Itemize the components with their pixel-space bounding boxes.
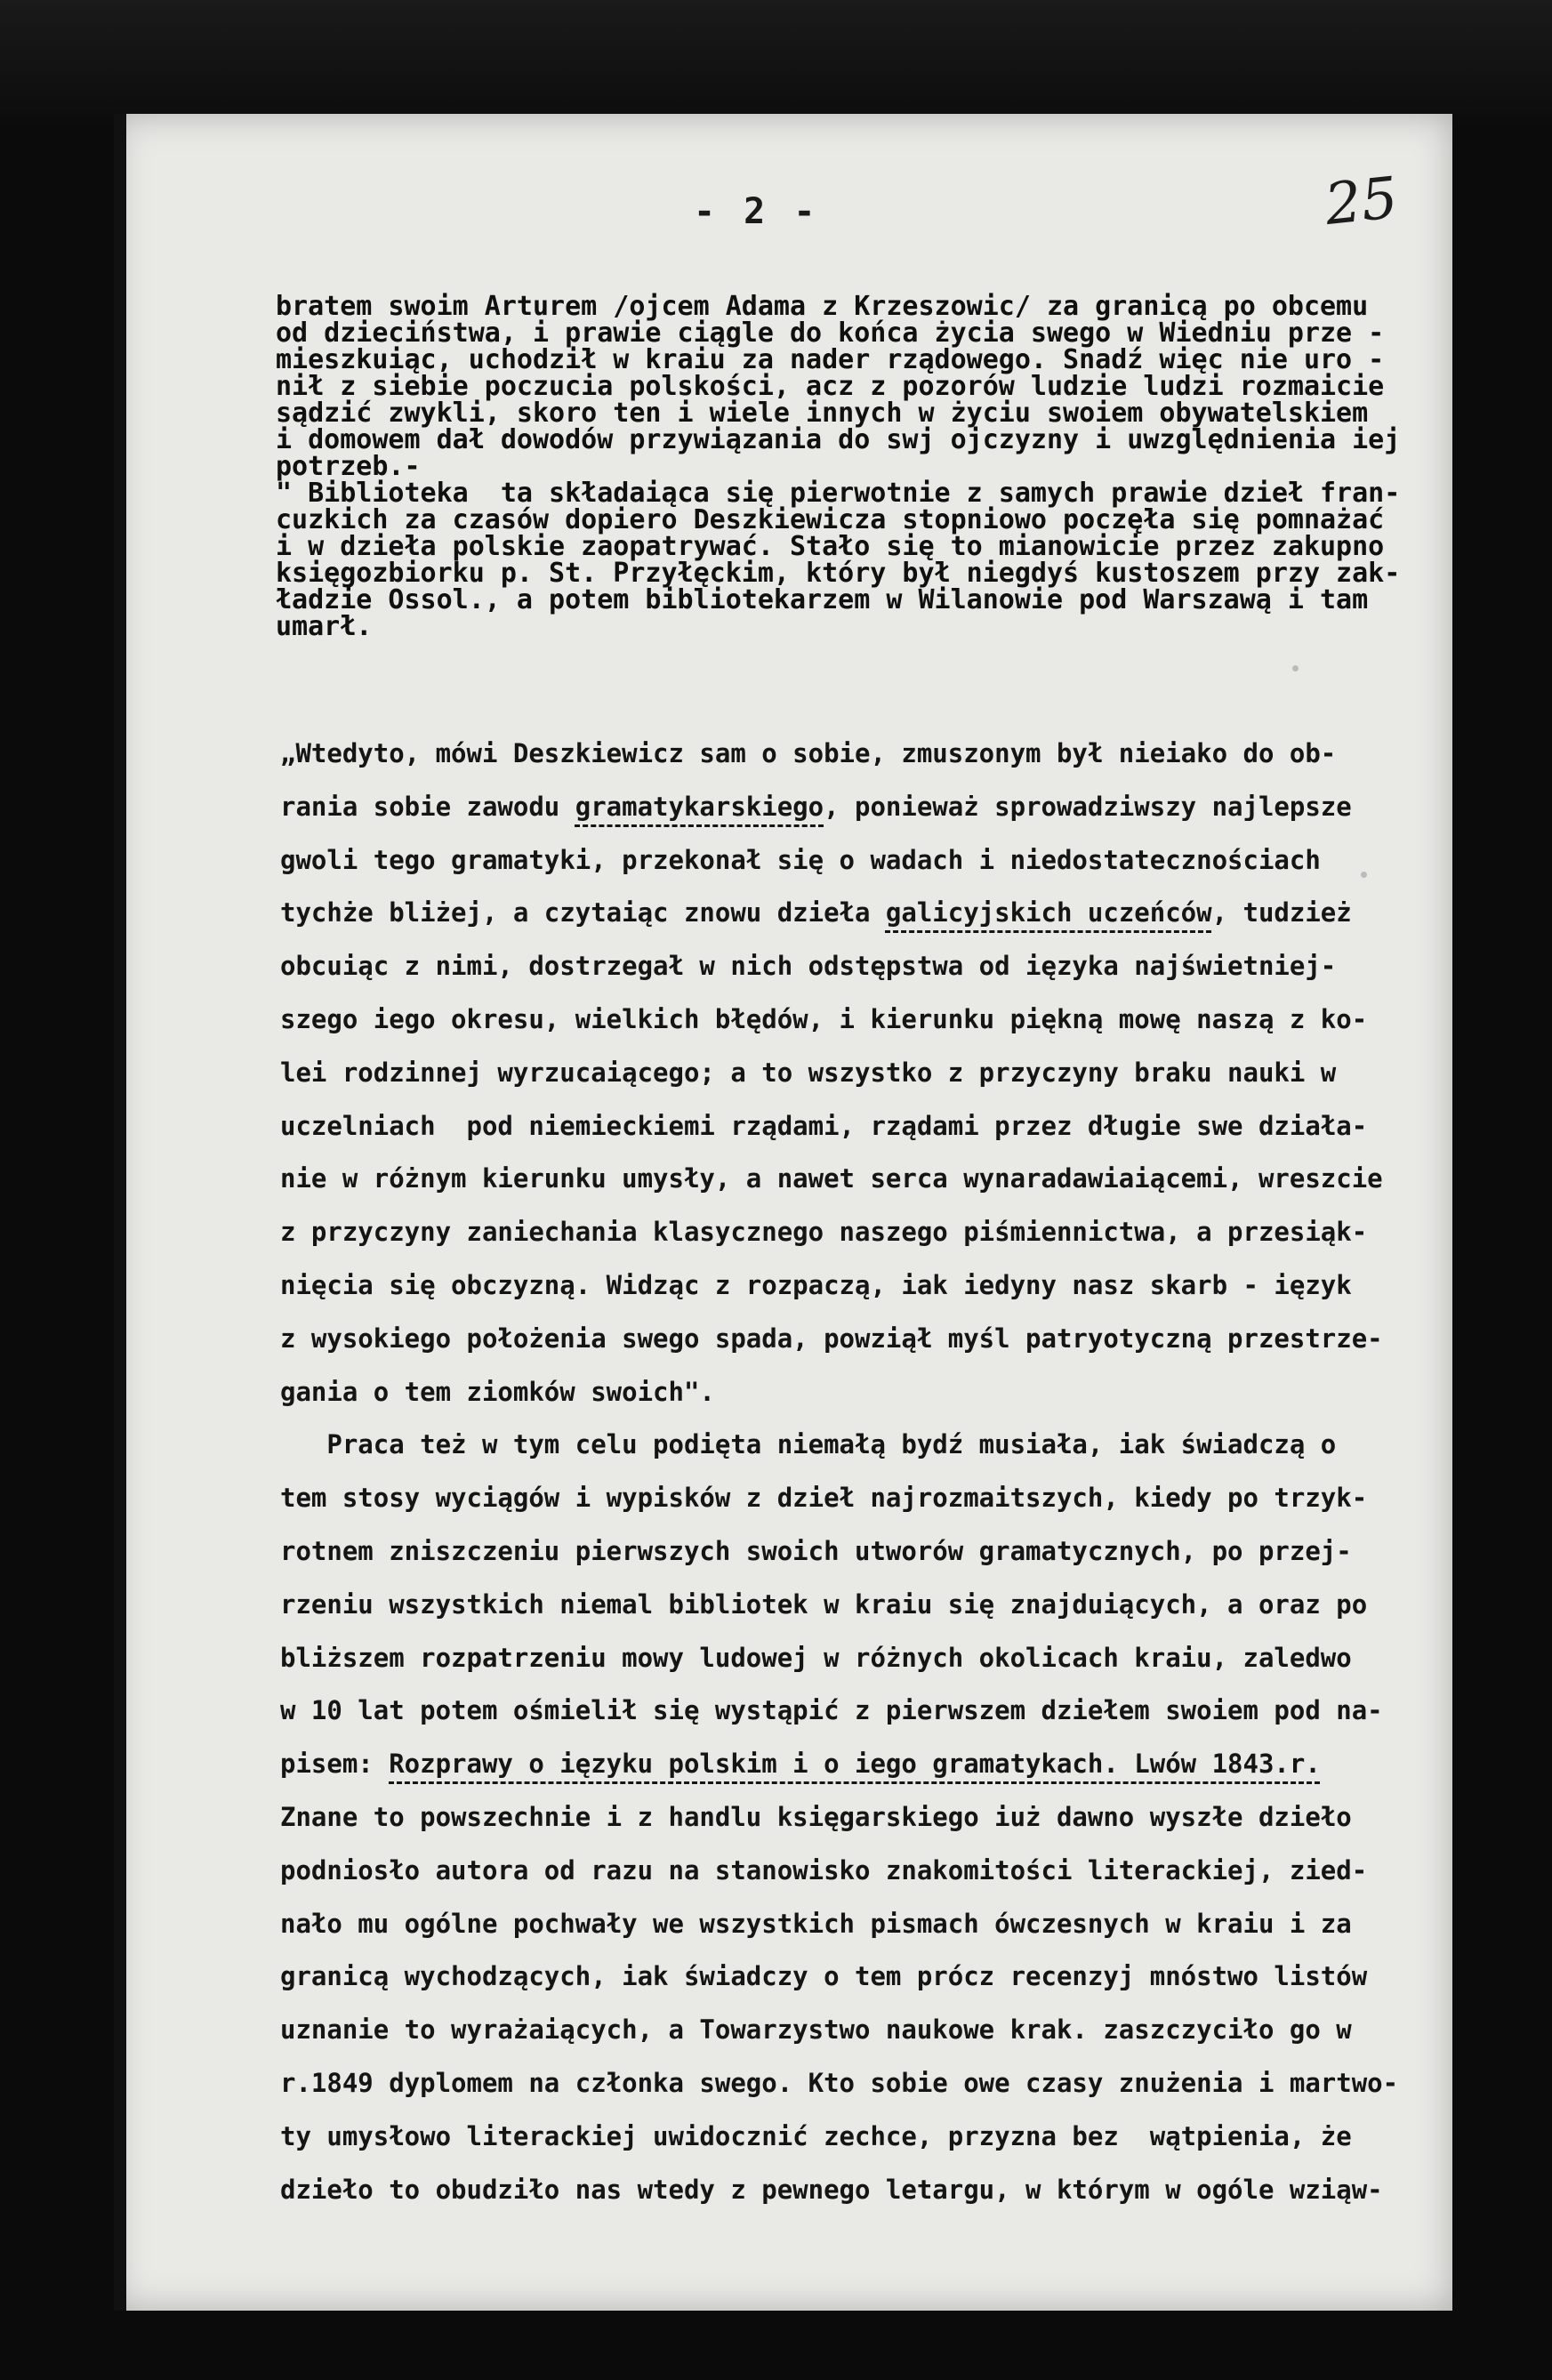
text-line	[280, 1632, 1436, 1685]
text-line	[280, 1950, 1436, 2004]
footnote-line: sądzić zwykli, skoro ten i wiele innych w życiu swoiem obywatelskiem	[276, 398, 1369, 429]
text-segment: lei rodzinnej wyrzucaiącego; a to wszystko z przyczyny braku nauki w	[280, 1057, 1337, 1088]
text-line	[280, 1047, 1436, 1100]
text-line	[280, 1525, 1436, 1579]
text-segment: Znane to powszechnie i z handlu księgarskiego iuż dawno wyszłe dzieło	[280, 1801, 1352, 1832]
text-segment: dzieło to obudziło nas wtedy z pewnego letargu, w którym w ogóle wziąw-	[280, 2174, 1383, 2205]
underlined-phrase: Rozprawy o ięzyku polskim i o iego gramatykach. Lwów 1843.r.	[389, 1749, 1321, 1780]
text-segment: r.1849 dyplomem na członka swego. Kto sobie owe czasy znużenia i martwo-	[280, 2067, 1399, 2098]
text-segment: nie w różnym kierunku umysły, a nawet serca wynaradawiaiącemi, wreszcie	[280, 1163, 1383, 1194]
text-segment: podniosło autora od razu na stanowisko znakomitości literackiej, zied-	[280, 1854, 1368, 1886]
text-segment: , ponieważ sprowadziwszy najlepsze	[824, 791, 1352, 822]
main-text-block	[280, 728, 1436, 2216]
footnote-line: nił z siebie poczucia polskości, acz z pozorów ludzie ludzi rozmaicie	[276, 371, 1385, 402]
footnote-block	[276, 293, 1450, 640]
text-segment: rzeniu wszystkich niemal bibliotek w kraiu się znajduiących, a oraz po	[280, 1588, 1368, 1620]
footnote-line: od dzieciństwa, i prawie ciągle do końca życia swego w Wiedniu prze -	[276, 318, 1385, 349]
text-line	[280, 1419, 1436, 1472]
page-edge-shadow	[114, 114, 126, 2311]
underlined-phrase: gramatykarskiego	[575, 791, 824, 822]
text-line	[280, 1206, 1436, 1259]
page-number: - 2 -	[694, 191, 819, 232]
text-segment: tychże bliżej, a czytaiąc znowu dzieła	[280, 897, 886, 929]
text-segment: Praca też w tym celu podięta niemałą bydź musiała, iak świadczą o	[280, 1429, 1337, 1460]
text-segment: ty umysłowo literackiej uwidocznić zechce, przyzna bez wątpienia, że	[280, 2120, 1352, 2151]
text-line	[280, 2164, 1436, 2217]
text-line	[280, 1153, 1436, 1206]
text-line	[280, 1579, 1436, 1632]
text-line	[280, 728, 1436, 781]
footnote-line: i domowem dał dowodów przywiązania do swj ojczyzny i uwzględnienia iej	[276, 424, 1401, 455]
scan-speck	[1292, 665, 1299, 671]
text-segment: nięcia się obczyzną. Widząc z rozpaczą, iak iedyny nasz skarb - ięzyk	[280, 1269, 1352, 1300]
text-segment: uczelniach pod niemieckiemi rządami, rządami przez długie swe działa-	[280, 1110, 1368, 1141]
text-segment: obcuiąc z nimi, dostrzegał w nich odstępstwa od ięzyka najświetniej-	[280, 951, 1337, 982]
text-line	[280, 1313, 1436, 1366]
footnote-line: księgozbiorku p. St. Przyłęckim, który był niegdyś kustoszem przy zak-	[276, 558, 1401, 589]
text-segment: szego iego okresu, wielkich błędów, i kierunku piękną mowę naszą z ko-	[280, 1003, 1368, 1034]
text-segment: uznanie to wyrażaiących, a Towarzystwo naukowe krak. zaszczyciło go w	[280, 2014, 1352, 2046]
footnote-line: potrzeb.-	[276, 451, 421, 482]
text-segment: w 10 lat potem ośmielił się wystąpić z pierwszem dziełem swoiem pod na-	[280, 1695, 1383, 1726]
text-line	[280, 2111, 1436, 2164]
text-segment: granicą wychodzących, iak świadczy o tem prócz recenzyj mnóstwo listów	[280, 1961, 1368, 1992]
text-segment: , tudzież	[1211, 897, 1352, 929]
text-line	[280, 1845, 1436, 1898]
text-segment: pisem:	[280, 1749, 390, 1780]
text-line	[280, 993, 1436, 1047]
text-segment: z wysokiego położenia swego spada, powziął myśl patryotyczną przestrze-	[280, 1323, 1383, 1354]
text-line	[280, 1366, 1436, 1419]
scan-speck	[1361, 872, 1367, 878]
text-line	[280, 2057, 1436, 2111]
text-line	[280, 1472, 1436, 1525]
text-segment: nało mu ogólne pochwały we wszystkich pismach ówczesnych w kraiu i za	[280, 1908, 1352, 1939]
footnote-line: ładzie Ossol., a potem bibliotekarzem w Wilanowie pod Warszawą i tam	[276, 584, 1369, 615]
footnote-line: cuzkich za czasów dopiero Deszkiewicza stopniowo poczęła się pomnażać	[276, 504, 1385, 535]
footnote-line: bratem swoim Arturem /ojcem Adama z Krzeszowic/ za granicą po obcemu	[276, 291, 1369, 322]
text-line	[280, 1898, 1436, 1951]
scan-border	[0, 0, 1552, 125]
text-line	[280, 2004, 1436, 2057]
text-segment: tem stosy wyciągów i wypisków z dzieł najrozmaitszych, kiedy po trzyk-	[280, 1483, 1368, 1514]
text-line	[280, 1259, 1436, 1313]
text-segment: bliższem rozpatrzeniu mowy ludowej w różnych okolicach kraiu, zaledwo	[280, 1642, 1352, 1673]
text-line	[280, 1738, 1436, 1791]
text-line	[280, 1791, 1436, 1845]
footnote-line: " Biblioteka ta składaiąca się pierwotnie z samych prawie dzieł fran-	[276, 478, 1401, 509]
underlined-phrase: galicyjskich uczeńców	[885, 897, 1212, 929]
text-line	[280, 887, 1436, 940]
footnote-line: umarł.	[276, 611, 373, 642]
text-segment: z przyczyny zaniechania klasycznego naszego piśmiennictwa, a przesiąk-	[280, 1217, 1368, 1248]
text-segment: „Wtedyto, mówi Deszkiewicz sam o sobie, zmuszonym był nieiako do ob-	[280, 738, 1337, 768]
text-line	[280, 781, 1436, 834]
text-line	[280, 940, 1436, 993]
text-segment: gania o tem ziomków swoich".	[280, 1376, 715, 1407]
text-segment: rania sobie zawodu	[280, 791, 575, 822]
text-line	[280, 834, 1436, 888]
footnote-line: mieszkuiąc, uchodził w kraiu za nader rządowego. Snadź więc nie uro -	[276, 344, 1385, 375]
text-segment: rotnem zniszczeniu pierwszych swoich utworów gramatycznych, po przej-	[280, 1535, 1352, 1566]
footnote-line: i w dzieła polskie zaopatrywać. Stało się to mianowicie przez zakupno	[276, 531, 1385, 562]
text-line	[280, 1684, 1436, 1738]
text-segment: gwoli tego gramatyki, przekonał się o wadach i niedostatecznościach	[280, 844, 1321, 875]
archive-page-number: 25	[1322, 165, 1402, 239]
text-line	[280, 1100, 1436, 1154]
